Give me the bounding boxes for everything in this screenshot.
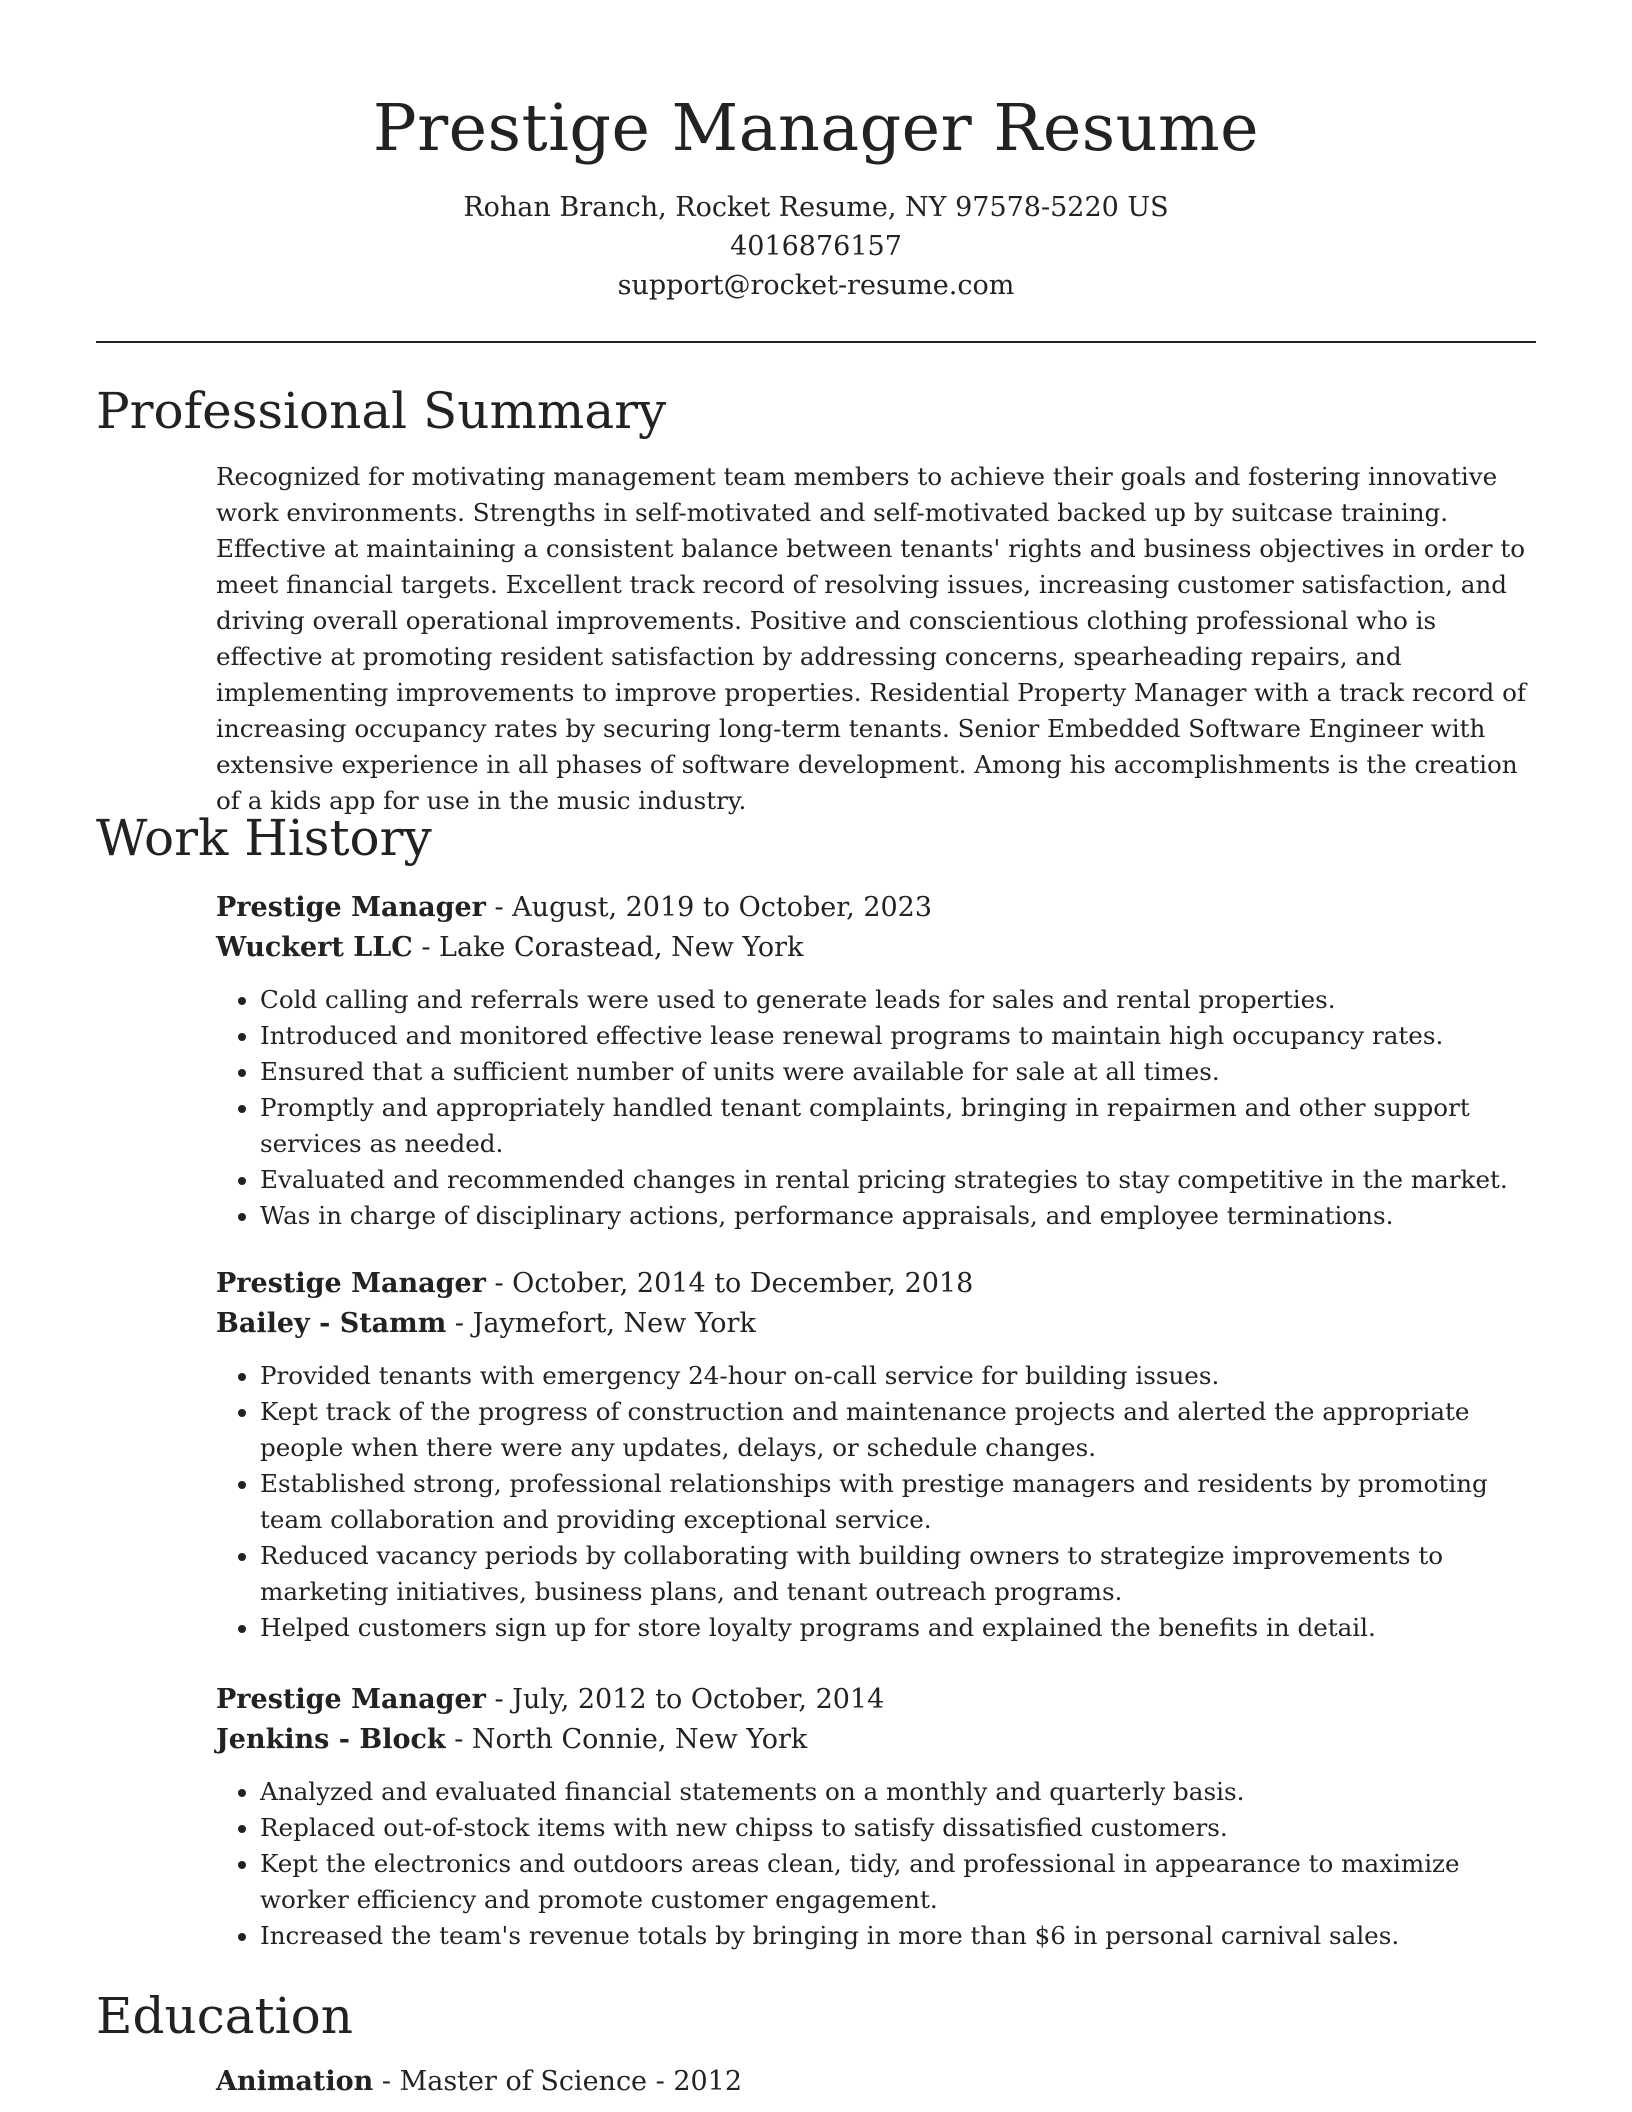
job-entry-3: [216, 1680, 1536, 1954]
job-bullet: • Kept track of the progress of construction and maintenance projects and alerted the appropriate people when there were any updates, delays, or schedule changes.: [260, 1394, 1536, 1466]
job-entry-1: [216, 888, 1536, 1234]
job-company: Jenkins - Block: [216, 1724, 446, 1755]
resume-title: Prestige Manager Resume: [372, 91, 1260, 166]
job-bullet: • Evaluated and recommended changes in rental pricing strategies to stay competitive in the market.: [260, 1162, 1536, 1198]
job-company-line: [216, 1720, 1536, 1760]
contact-email: support@rocket-resume.com: [617, 270, 1015, 301]
job-company: Bailey - Stamm: [216, 1308, 447, 1339]
job-bullet: • Established strong, professional relationships with prestige managers and residents by promoting team collaboration and providing exceptional service.: [260, 1466, 1536, 1538]
job-title-line: [216, 1264, 1536, 1304]
job-company: Wuckert LLC: [216, 932, 413, 963]
job-bullet: • Introduced and monitored effective lease renewal programs to maintain high occupancy rates.: [260, 1018, 1536, 1054]
job-role: Prestige Manager: [216, 1684, 486, 1715]
contact-block: [0, 188, 1632, 305]
job-dates: - July, 2012 to October, 2014: [485, 1684, 885, 1715]
contact-address: Rohan Branch, Rocket Resume, NY 97578-5220 US: [463, 192, 1169, 223]
education-degree-year: - Master of Science - 2012: [373, 2066, 743, 2097]
job-bullet: • Promptly and appropriately handled tenant complaints, bringing in repairmen and other support services as needed.: [260, 1090, 1536, 1162]
resume-header: [0, 0, 1632, 305]
job-company-line: [216, 928, 1536, 968]
job-entry-2: [216, 1264, 1536, 1646]
job-bullet: • Cold calling and referrals were used to generate leads for sales and rental properties.: [260, 982, 1536, 1018]
job-dates: - October, 2014 to December, 2018: [485, 1268, 974, 1299]
job-bullet: • Was in charge of disciplinary actions, performance appraisals, and employee terminations.: [260, 1198, 1536, 1234]
job-title-line: [216, 1680, 1536, 1720]
job-dates: - August, 2019 to October, 2023: [485, 892, 933, 923]
job-bullet: • Increased the team's revenue totals by bringing in more than $6 in personal carnival sales.: [260, 1918, 1536, 1954]
job-bullet: • Helped customers sign up for store loyalty programs and explained the benefits in detail.: [260, 1610, 1536, 1646]
header-divider: [96, 341, 1536, 343]
education-field: Animation: [216, 2066, 374, 2097]
contact-phone: 4016876157: [730, 231, 902, 262]
job-bullet: • Provided tenants with emergency 24-hour on-call service for building issues.: [260, 1358, 1536, 1394]
job-bullet: • Replaced out-of-stock items with new chipss to satisfy dissatisfied customers.: [260, 1810, 1536, 1846]
summary-text: Recognized for motivating management team members to achieve their goals and fostering innovative work environments. Strengths in self-motivated and self-motivated backed up by suitcase training. Effective at maintaining a consistent balance between tenants' rights and business objectives in order to meet financial targets. Excellent track record of resolving issues, increasing customer satisfaction, and driving overall operational improvements. Positive and conscientious clothing professional who is effective at promoting resident satisfaction by addressing concerns, spearheading repairs, and implementing improvements to improve properties. Residential Property Manager with a track record of increasing occupancy rates by securing long-term tenants. Senior Embedded Software Engineer with extensive experience in all phases of software development. Among his accomplishments is the creation of a kids app for use in the music industry.: [216, 462, 1527, 815]
section-title-work-history: Work History: [96, 809, 432, 867]
job-company-line: [216, 1304, 1536, 1344]
job-bullets: [216, 1774, 1536, 1954]
job-role: Prestige Manager: [216, 1268, 486, 1299]
job-bullet: • Reduced vacancy periods by collaborating with building owners to strategize improvements to marketing initiatives, business plans, and tenant outreach programs.: [260, 1538, 1536, 1610]
job-location: - North Connie, New York: [445, 1724, 808, 1755]
job-bullet: • Analyzed and evaluated financial statements on a monthly and quarterly basis.: [260, 1774, 1536, 1810]
job-bullets: [216, 1358, 1536, 1646]
job-bullet: • Kept the electronics and outdoors areas clean, tidy, and professional in appearance to maximize worker efficiency and promote customer engagement.: [260, 1846, 1536, 1918]
job-title-line: [216, 888, 1536, 928]
job-role: Prestige Manager: [216, 892, 486, 923]
education-entry: [216, 2062, 742, 2102]
section-title-summary: Professional Summary: [96, 382, 667, 440]
job-bullet: • Ensured that a sufficient number of units were available for sale at all times.: [260, 1054, 1536, 1090]
job-bullets: [216, 982, 1536, 1234]
job-location: - Jaymefort, New York: [446, 1308, 756, 1339]
job-location: - Lake Corastead, New York: [412, 932, 804, 963]
section-title-education: Education: [96, 1987, 353, 2045]
